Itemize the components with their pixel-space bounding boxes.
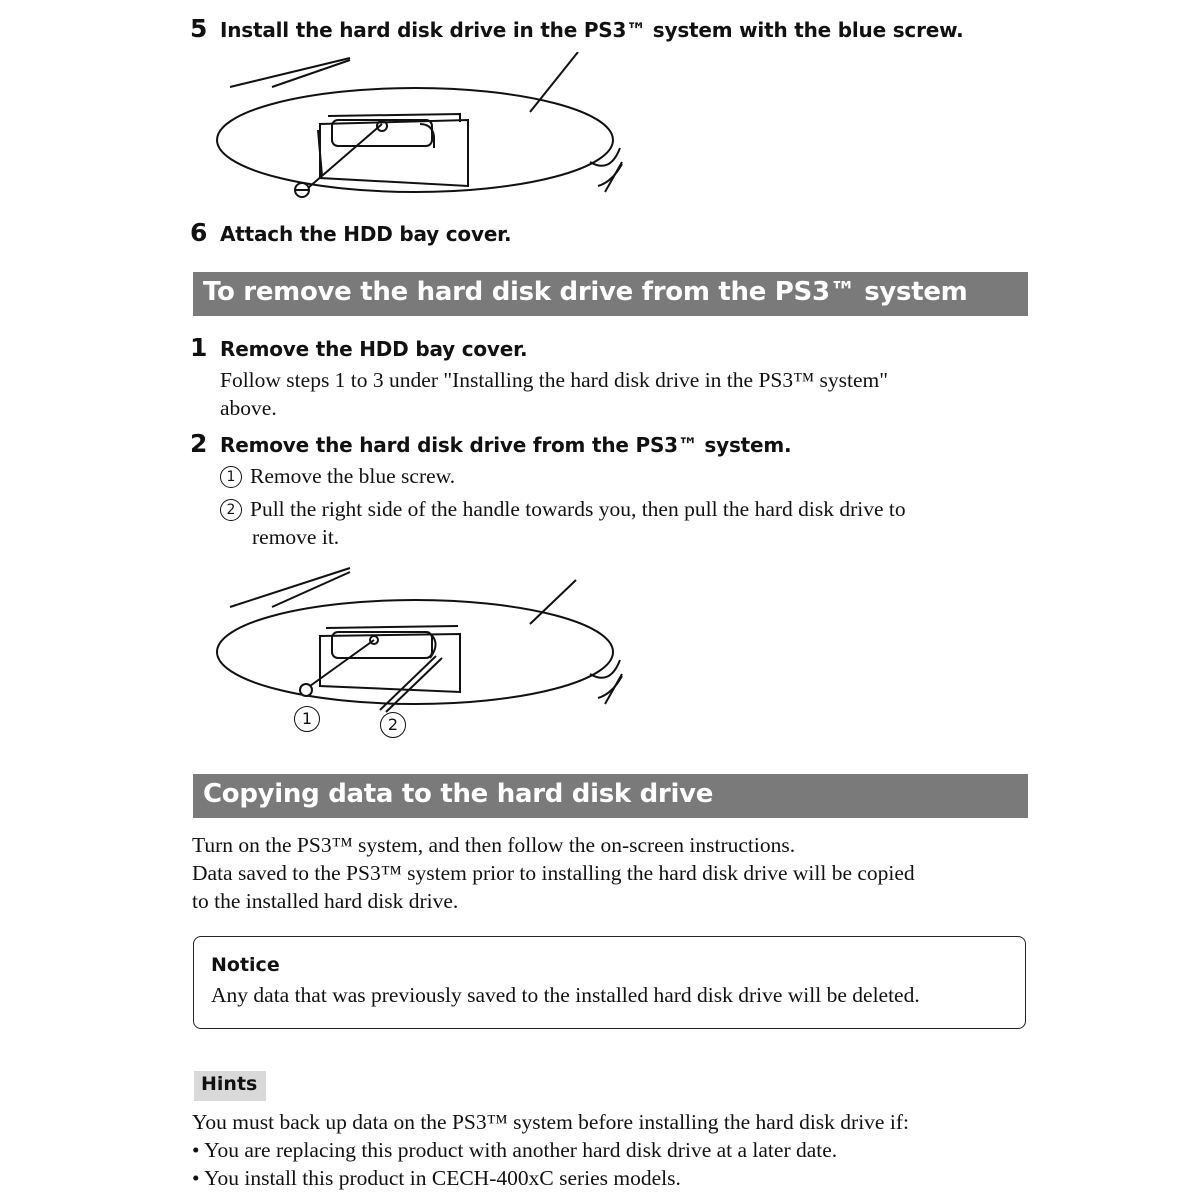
body-line: to the installed hard disk drive. xyxy=(192,889,459,913)
remove-hdd-illustration xyxy=(210,562,630,744)
substep-1 xyxy=(220,462,1020,490)
substep-text-continued: remove it. xyxy=(252,525,340,549)
step-number: 1 xyxy=(190,333,208,362)
circled-number: 1 xyxy=(220,466,242,488)
hints-bullet: • You install this product in CECH-400xC series models. xyxy=(192,1166,681,1190)
notice-text: Any data that was previously saved to the installed hard disk drive will be deleted. xyxy=(211,983,920,1007)
install-screw-illustration xyxy=(210,52,630,208)
remove-step-1-body xyxy=(220,366,1020,422)
body-line: Follow steps 1 to 3 under "Installing the hard disk drive in the PS3™ system" xyxy=(220,368,889,392)
section-heading-text: To remove the hard disk drive from the PS3™ system xyxy=(203,277,968,307)
substep-2 xyxy=(220,495,1020,523)
hints-intro: You must back up data on the PS3™ system before installing the hard disk drive if: xyxy=(192,1110,909,1134)
circled-number: 2 xyxy=(220,499,242,521)
hints-body xyxy=(192,1108,1022,1192)
screw-icon xyxy=(300,684,312,696)
step-title: Remove the hard disk drive from the PS3™ system. xyxy=(220,433,792,457)
step-number: 5 xyxy=(190,14,208,43)
section-heading-remove xyxy=(193,272,1028,316)
substep-text: Remove the blue screw. xyxy=(250,464,456,488)
hints-bullet: • You are replacing this product with another hard disk drive at a later date. xyxy=(192,1138,838,1162)
step-title: Install the hard disk drive in the PS3™ system with the blue screw. xyxy=(220,18,964,42)
remove-step-2-substeps xyxy=(220,462,1020,551)
console-outline xyxy=(217,88,613,192)
body-line: above. xyxy=(220,396,277,420)
substep-text: Pull the right side of the handle towards you, then pull the hard disk drive to xyxy=(250,497,906,521)
step-number: 6 xyxy=(190,218,208,247)
step-title: Remove the HDD bay cover. xyxy=(220,337,528,361)
copy-section-body xyxy=(192,831,1022,915)
console-edge-line xyxy=(230,58,350,87)
step-number: 2 xyxy=(190,429,208,458)
hdd-bay xyxy=(320,120,468,186)
callout-2: 2 xyxy=(380,712,406,738)
section-heading-text: Copying data to the hard disk drive xyxy=(203,779,714,809)
notice-title: Notice xyxy=(211,954,280,976)
handle-guide-line xyxy=(380,656,436,710)
step-title: Attach the HDD bay cover. xyxy=(220,222,512,246)
body-line: Turn on the PS3™ system, and then follow the on-screen instructions. xyxy=(192,833,796,857)
screw-icon xyxy=(295,183,309,197)
callout-1: 1 xyxy=(294,706,320,732)
console-outline xyxy=(217,600,613,704)
section-heading-copy xyxy=(193,774,1028,818)
hints-label: Hints xyxy=(201,1073,258,1095)
body-line: Data saved to the PS3™ system prior to installing the hard disk drive will be copied xyxy=(192,861,915,885)
